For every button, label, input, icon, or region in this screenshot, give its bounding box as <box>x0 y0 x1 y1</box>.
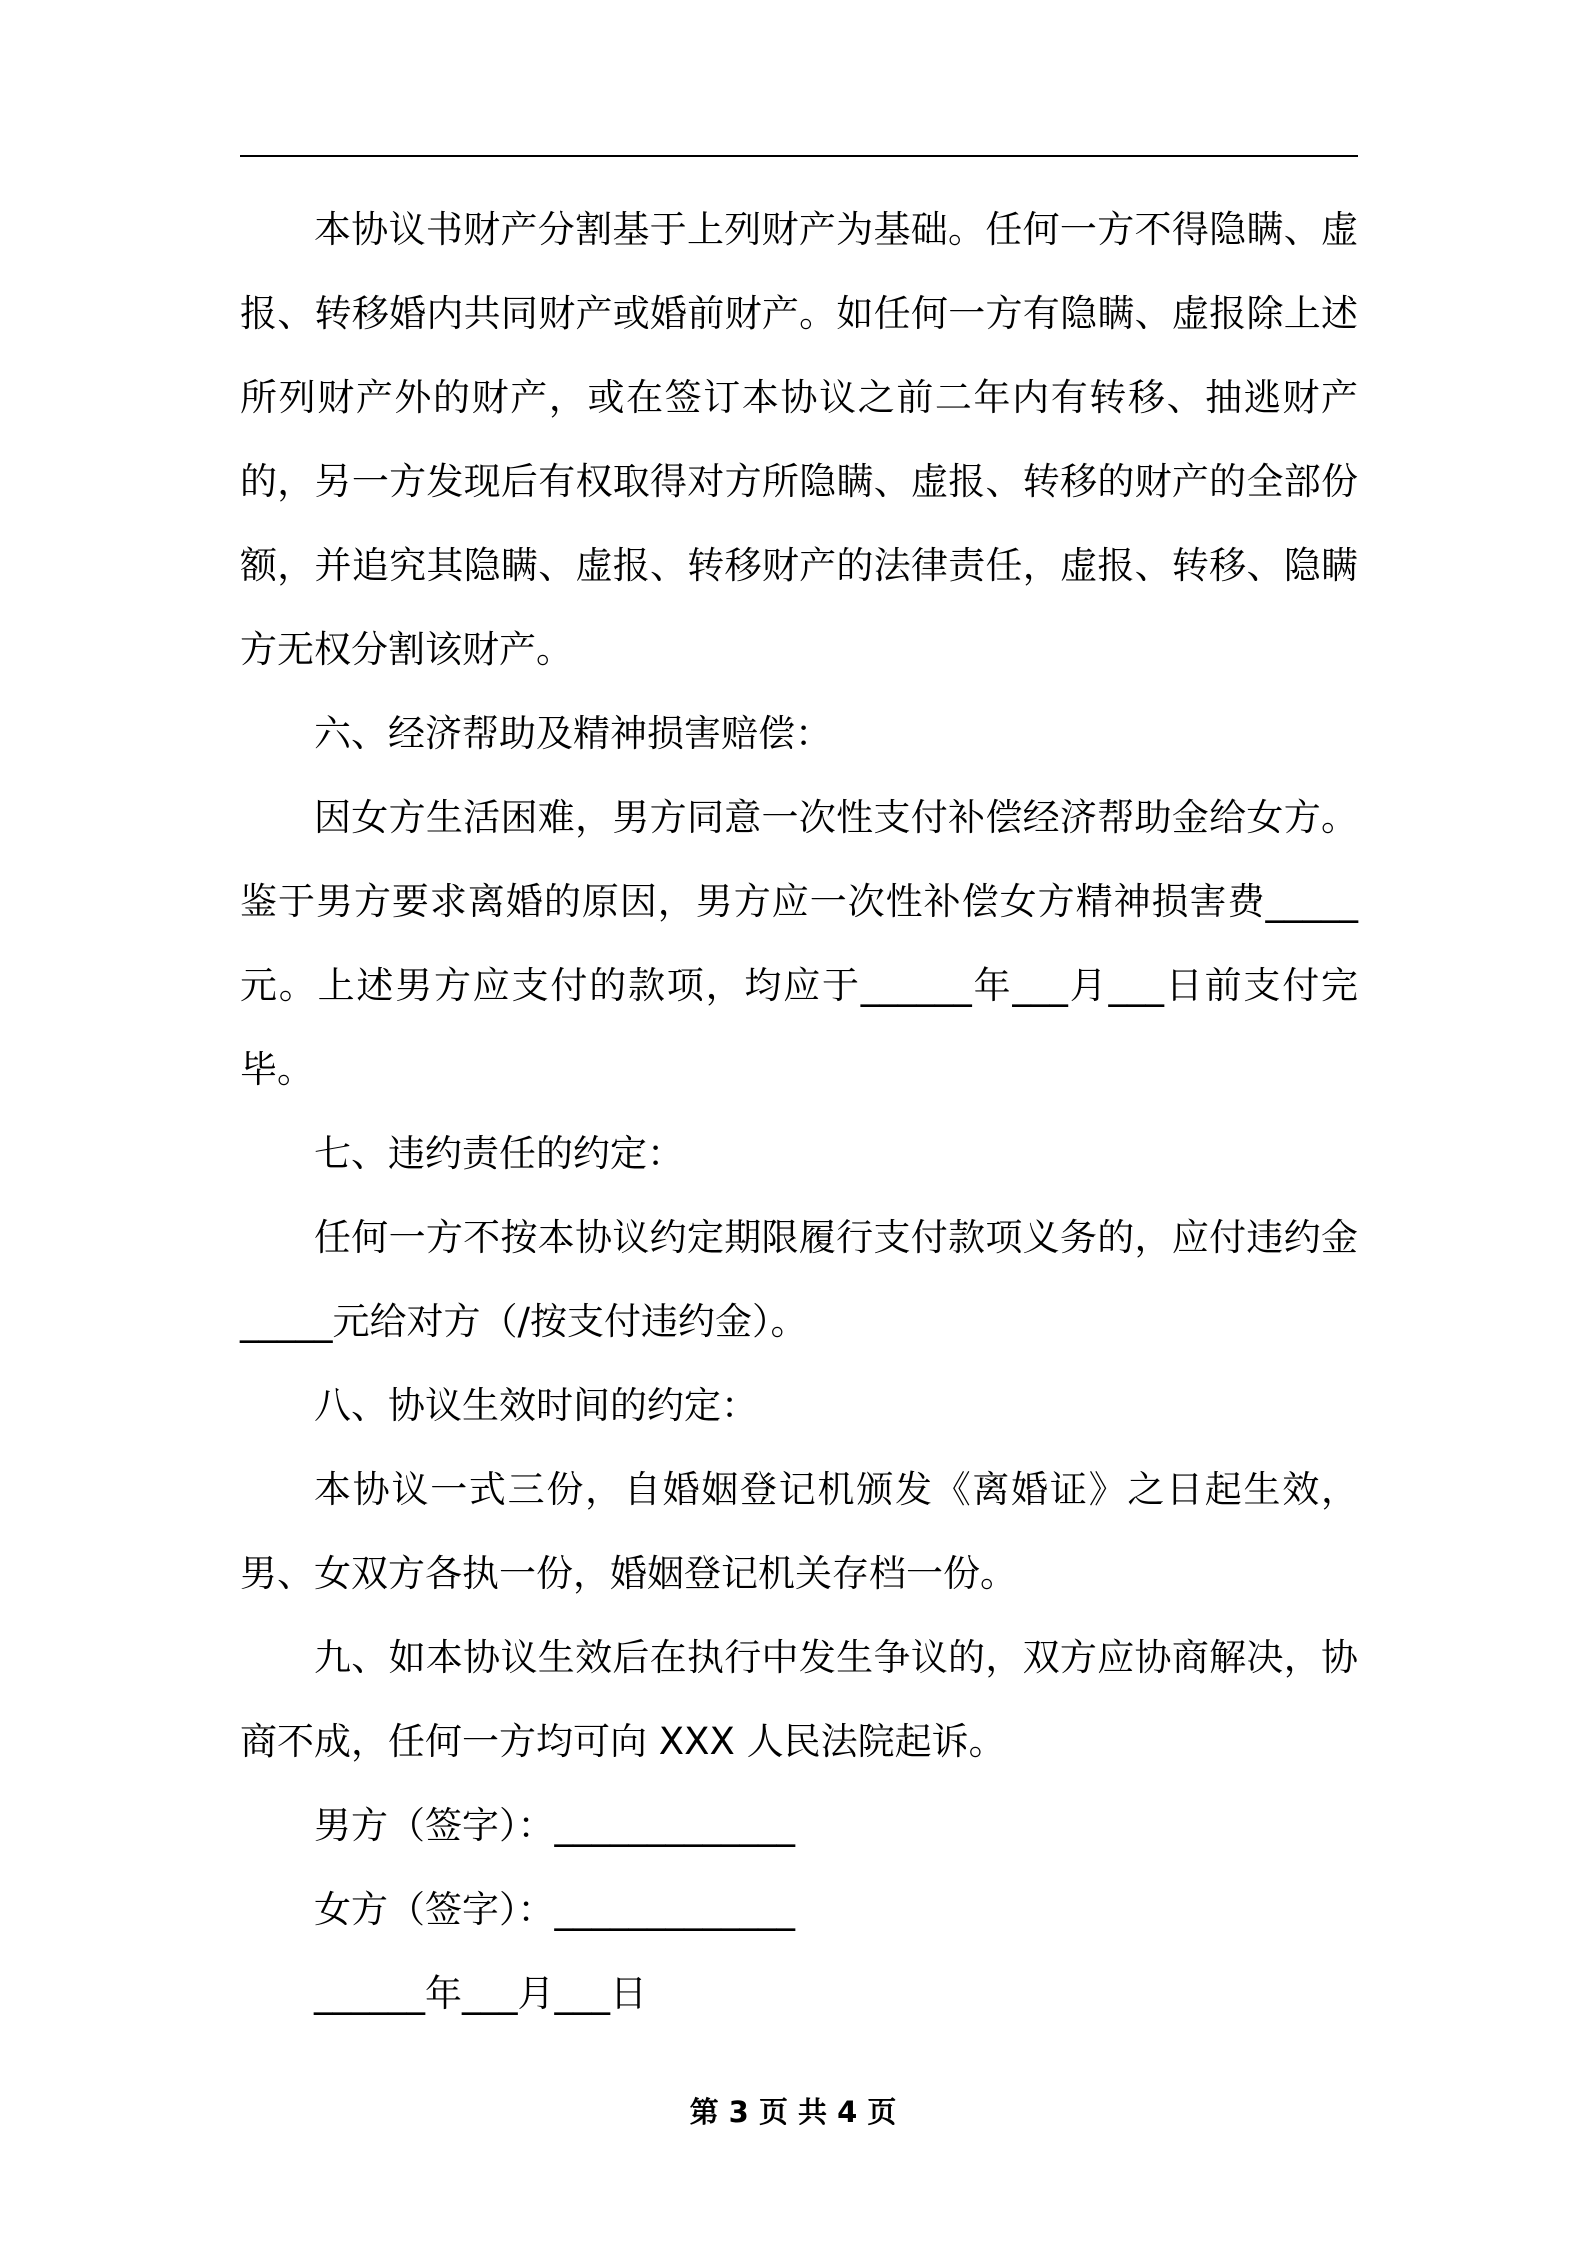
signature-date: ______年___月___日 <box>314 1972 647 2015</box>
heading-section-six: 六、经济帮助及精神损害赔偿： <box>314 712 832 755</box>
signature-female: 女方（签字）：_____________ <box>314 1888 795 1931</box>
heading-section-eight: 八、协议生效时间的约定： <box>314 1384 758 1427</box>
paragraph-dispute-resolution: 九、如本协议生效后在执行中发生争议的，双方应协商解决，协商不成，任何一方均可向 XXX 人民法院起诉。 <box>240 1636 1358 1763</box>
header-rule <box>240 155 1358 157</box>
paragraph-breach-liability: 任何一方不按本协议约定期限履行支付款项义务的，应付违约金_____元给对方（/按支付违约金）。 <box>240 1216 1358 1343</box>
heading-section-seven: 七、违约责任的约定： <box>314 1132 684 1175</box>
signature-male: 男方（签字）：_____________ <box>314 1804 795 1847</box>
page-number: 第 3 页 共 4 页 <box>689 2095 897 2129</box>
paragraph-economic-aid: 因女方生活困难，男方同意一次性支付补偿经济帮助金给女方。鉴于男方要求离婚的原因，男方应一次性补偿女方精神损害费_____元。上述男方应支付的款项，均应于______年___月___日前支付完毕。 <box>240 796 1358 1091</box>
paragraph-property-division: 本协议书财产分割基于上列财产为基础。任何一方不得隐瞒、虚报、转移婚内共同财产或婚前财产。如任何一方有隐瞒、虚报除上述所列财产外的财产，或在签订本协议之前二年内有转移、抽逃财产的，另一方发现后有权取得对方所隐瞒、虚报、转移的财产的全部份额，并追究其隐瞒、虚报、转移财产的法律责任，虚报、转移、隐瞒方无权分割该财产。 <box>240 208 1358 671</box>
document-body <box>240 188 1358 2036</box>
paragraph-effective-time: 本协议一式三份，自婚姻登记机颁发《离婚证》之日起生效，男、女双方各执一份，婚姻登记机关存档一份。 <box>240 1468 1358 1595</box>
